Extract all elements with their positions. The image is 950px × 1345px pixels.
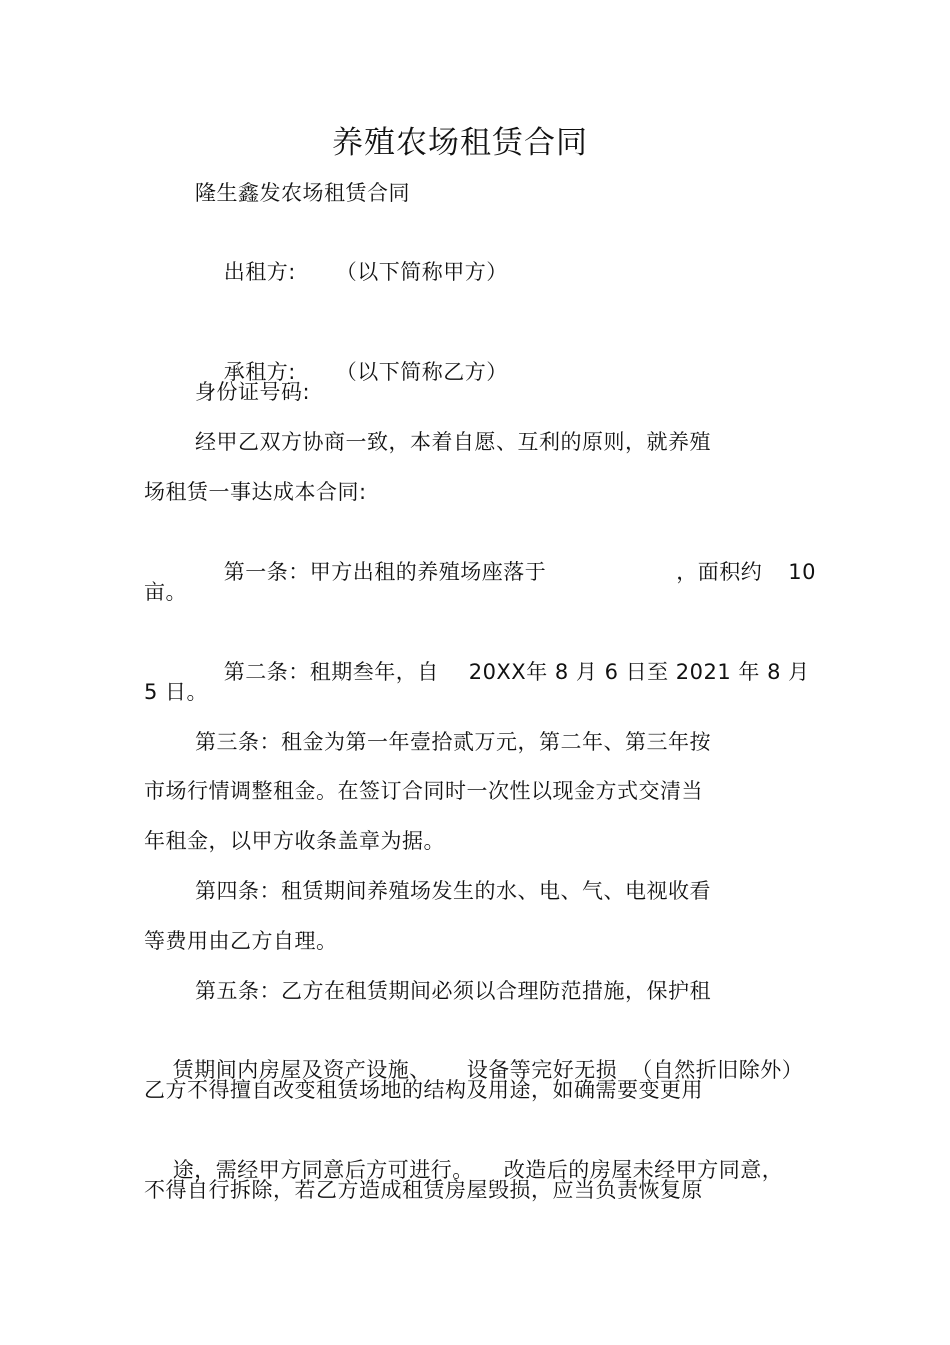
- article-1-text-a: 第一条：甲方出租的养殖场座落于: [223, 560, 547, 584]
- article-5-line-4-a: 途，需经甲方同意后方可进行。: [172, 1158, 474, 1182]
- article-2-line-2: 5 日。: [144, 680, 209, 704]
- article-3-line-1: 第三条：租金为第一年壹拾贰万元，第二年、第三年按: [195, 730, 711, 754]
- document-title: 养殖农场租赁合同: [332, 125, 588, 161]
- article-5-line-5: 不得自行拆除，若乙方造成租赁房屋毁损，应当负责恢复原: [144, 1178, 703, 1202]
- lessee-label: 承租方:: [223, 360, 296, 384]
- article-1-text-b: ，面积约: [676, 560, 763, 584]
- intro-line-1: 经甲乙双方协商一致，本着自愿、互利的原则，就养殖: [195, 430, 711, 454]
- article-5-line-3: 乙方不得擅自改变租赁场地的结构及用途，如确需要变更用: [144, 1078, 703, 1102]
- article-2-line-1: [195, 627, 810, 717]
- id-number-label: 身份证号码:: [195, 380, 311, 404]
- article-5-line-1: 第五条：乙方在租赁期间必须以合理防范措施，保护租: [195, 979, 711, 1003]
- lessee-note: （以下简称乙方）: [335, 360, 508, 384]
- article-1-area: 10: [788, 560, 816, 584]
- article-5-line-2-c: （自然折旧除外）: [631, 1058, 804, 1082]
- lessor-label: 出租方:: [223, 260, 296, 284]
- article-1-line-1: [195, 527, 816, 617]
- article-2-text: 第二条：租期叁年，自: [223, 660, 439, 684]
- intro-line-2: 场租赁一事达成本合同:: [144, 480, 367, 504]
- article-1-line-2: 亩。: [144, 580, 187, 604]
- article-4-line-2: 等费用由乙方自理。: [144, 929, 338, 953]
- article-3-line-3: 年租金，以甲方收条盖章为据。: [144, 829, 445, 853]
- article-5-line-2-a: 赁期间内房屋及资产设施、: [172, 1058, 431, 1082]
- lessor-line: [195, 227, 508, 317]
- article-2-dates: 20XX年 8 月 6 日至 2021 年 8 月: [468, 660, 810, 684]
- article-5-line-2-b: 设备等完好无损: [466, 1058, 618, 1082]
- article-4-line-1: 第四条：租赁期间养殖场发生的水、电、气、电视收看: [195, 879, 711, 903]
- lessor-note: （以下简称甲方）: [335, 260, 508, 284]
- article-5-line-4-b: 改造后的房屋未经甲方同意，: [503, 1158, 784, 1182]
- contract-subtitle: 隆生鑫发农场租赁合同: [195, 181, 410, 205]
- article-3-line-2: 市场行情调整租金。在签订合同时一次性以现金方式交清当: [144, 779, 703, 803]
